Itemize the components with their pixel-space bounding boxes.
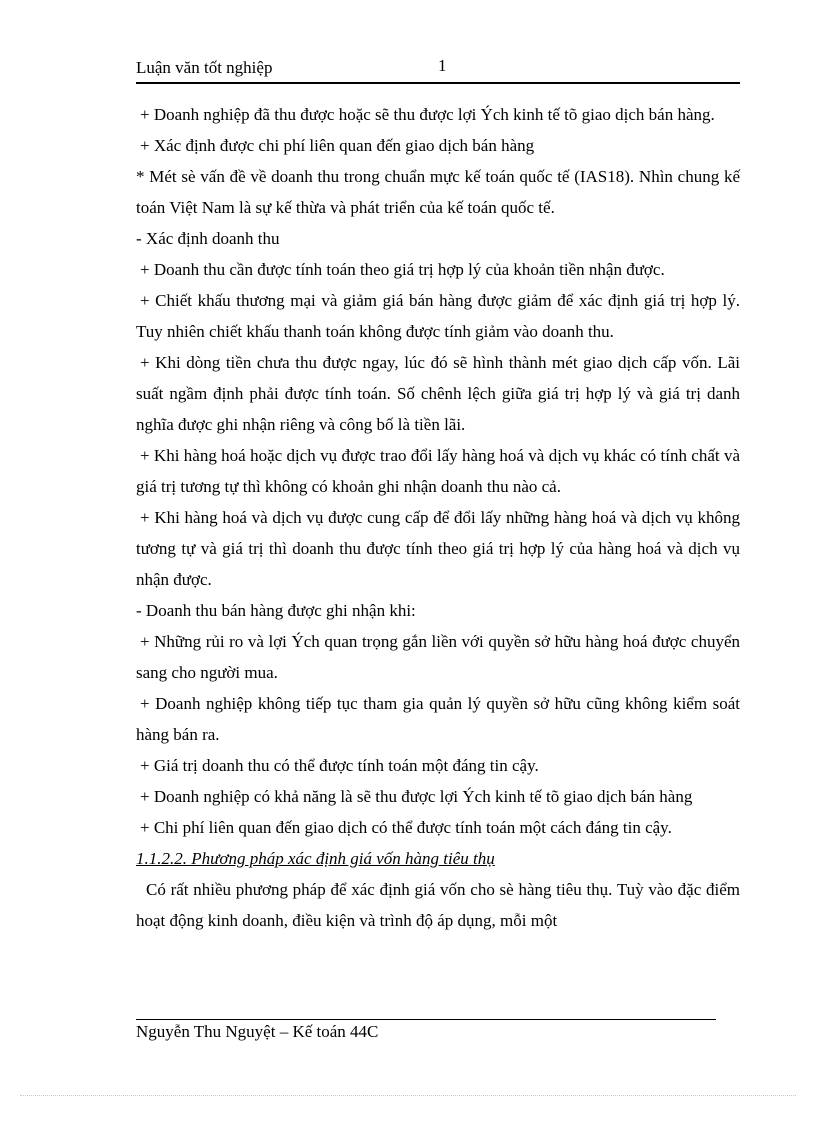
page-break-line (20, 1095, 796, 1096)
header-title: Luận văn tốt nghiệp (136, 58, 273, 77)
paragraph: + Doanh nghiệp đã thu được hoặc sẽ thu được lợi Ých kinh tế tõ giao dịch bán hàng. (140, 105, 715, 124)
paragraph: Có rất nhiều phương pháp để xác định giá vốn cho sè hàng tiêu thụ. Tuỳ vào đặc điểm hoạt động kinh doanh, điều kiện và trình độ áp dụng, mỗi một (136, 880, 740, 930)
paragraph: + Doanh thu cần được tính toán theo giá trị hợp lý của khoản tiền nhận được. (140, 260, 665, 279)
paragraph: + Xác định được chi phí liên quan đến giao dịch bán hàng (140, 136, 535, 155)
paragraph: + Chi phí liên quan đến giao dịch có thể được tính toán một cách đáng tin cậy. (140, 818, 672, 837)
page-header (136, 56, 740, 84)
section-heading: 1.1.2.2. Phương pháp xác định giá vốn hàng tiêu thụ (136, 849, 495, 868)
paragraph: - Doanh thu bán hàng được ghi nhận khi: (136, 601, 416, 620)
footer-divider (136, 1019, 716, 1020)
page-footer: Nguyễn Thu Nguyệt – Kế toán 44C (136, 1022, 379, 1041)
paragraph: + Khi hàng hoá hoặc dịch vụ được trao đổi lấy hàng hoá và dịch vụ khác có tính chất và giá trị tương tự thì không có khoản ghi nhận doanh thu nào cả. (136, 446, 740, 496)
document-body (136, 99, 740, 936)
paragraph: + Những rủi ro và lợi Ých quan trọng gắn liền với quyền sở hữu hàng hoá được chuyển sang cho người mua. (136, 632, 740, 682)
paragraph: + Khi hàng hoá và dịch vụ được cung cấp để đổi lấy những hàng hoá và dịch vụ không tương tự và giá trị thì doanh thu được tính theo giá trị hợp lý của hàng hoá và dịch vụ nhận được. (136, 508, 740, 589)
paragraph: + Giá trị doanh thu có thể được tính toán một đáng tin cậy. (140, 756, 539, 775)
paragraph: + Doanh nghiệp có khả năng là sẽ thu được lợi Ých kinh tế tõ giao dịch bán hàng (140, 787, 693, 806)
paragraph: + Doanh nghiệp không tiếp tục tham gia quản lý quyền sở hữu cũng không kiểm soát hàng bán ra. (136, 694, 740, 744)
paragraph: - Xác định doanh thu (136, 229, 280, 248)
paragraph: + Chiết khấu thương mại và giảm giá bán hàng được giảm để xác định giá trị hợp lý. Tuy nhiên chiết khấu thanh toán không được tính giảm vào doanh thu. (136, 291, 740, 341)
paragraph: + Khi dòng tiền chưa thu được ngay, lúc đó sẽ hình thành mét giao dịch cấp vốn. Lãi suất ngầm định phải được tính toán. Số chênh lệch giữa giá trị hợp lý và giá trị danh nghĩa được ghi nhận riêng và công bố là tiền lãi. (136, 353, 740, 434)
page-number: 1 (438, 56, 447, 75)
paragraph: * Mét sè vấn đề về doanh thu trong chuẩn mực kế toán quốc tế (IAS18). Nhìn chung kế toán Việt Nam là sự kế thừa và phát triển của kế toán quốc tế. (136, 167, 740, 217)
